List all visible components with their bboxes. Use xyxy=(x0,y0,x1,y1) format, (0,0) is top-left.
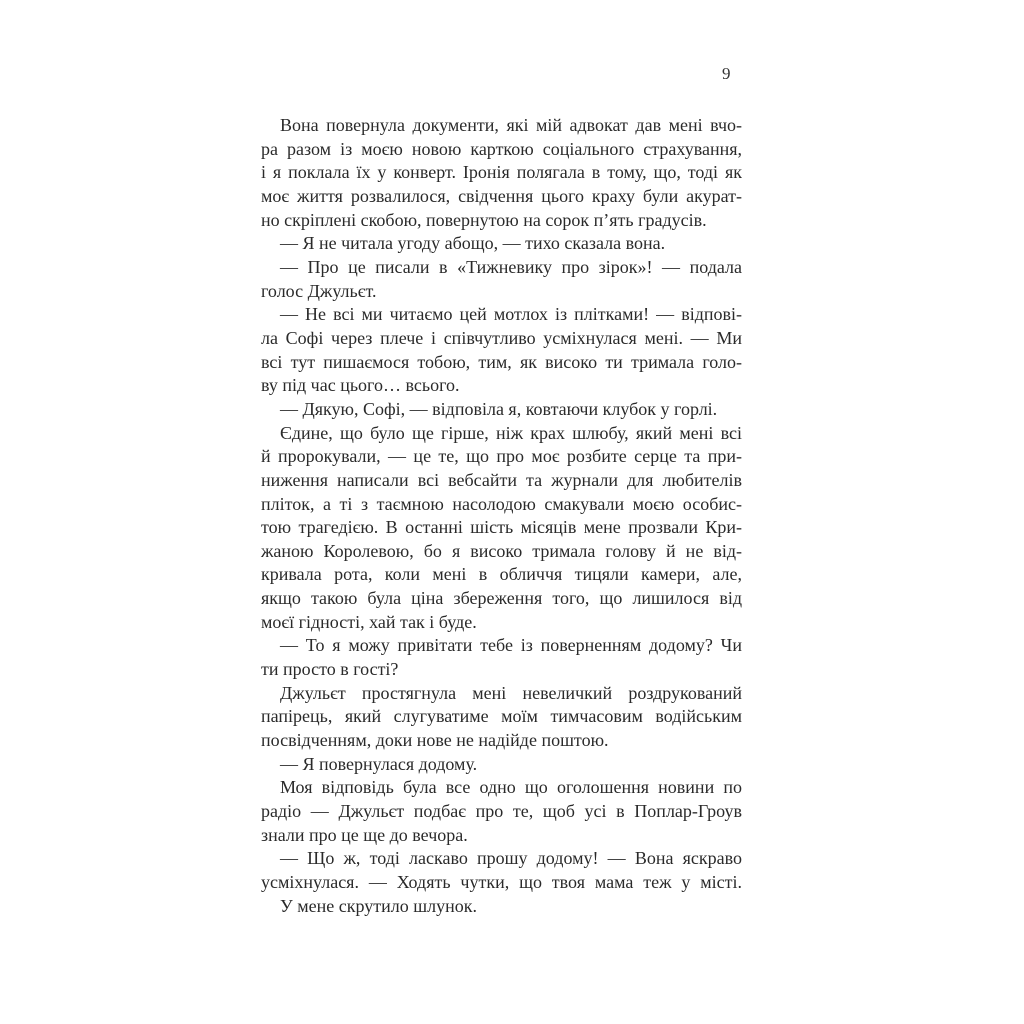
text-line: У мене скрутило шлунок. xyxy=(280,895,477,916)
text-line: знали про це ще до вечора. xyxy=(261,824,468,845)
text-line: моєї гідності, хай так і буде. xyxy=(261,611,477,632)
text-line: но скріплені скобою, повернутою на сорок п’ять градусів. xyxy=(261,209,707,230)
text-line: тою трагедією. В останні шість місяців мене прозвали Кри- xyxy=(261,517,742,538)
text-line: Єдине, що було ще гірше, ніж крах шлюбу, який мені всі xyxy=(280,422,742,443)
text-line: й пророкували, — це те, що про моє розбите серце та при- xyxy=(261,446,742,467)
text-line: ра разом із моєю новою карткою соціального страхування, xyxy=(261,138,742,159)
text-line: усміхнулася. — Ходять чутки, що твоя мама теж у місті. xyxy=(261,872,742,892)
text-line: ла Софі через плече і співчутливо усміхнулася мені. — Ми xyxy=(261,327,742,348)
text-line: жаною Королевою, бо я високо тримала голову й не від- xyxy=(261,540,742,561)
text-line: папірець, який слугуватиме моїм тимчасовим водійським xyxy=(261,706,742,727)
text-line: — Я не читала угоду абощо, — тихо сказала вона. xyxy=(280,233,666,254)
text-line: пліток, а ті з таємною насолодою смакували моєю особис- xyxy=(261,493,742,514)
text-line: Моя відповідь була все одно що оголошення новини по xyxy=(280,777,742,798)
text-line: ниження написали всі вебсайти та журнали для любителів xyxy=(261,469,742,490)
text-line: — Не всі ми читаємо цей мотлох із плітками! — відпові- xyxy=(280,304,742,325)
text-line: ву під час цього… всього. xyxy=(261,375,460,396)
text-line: — Дякую, Софі, — відповіла я, ковтаючи клубок у горлі. xyxy=(280,398,718,419)
text-line: посвідченням, доки нове не надійде поштою. xyxy=(261,730,609,751)
text-line: радіо — Джульєт подбає про те, щоб усі в Поплар-Гроув xyxy=(261,801,742,822)
text-line: моє життя розвалилося, свідчення цього краху були акурат- xyxy=(261,185,742,206)
text-line: ти просто в гості? xyxy=(261,659,399,680)
text-line: і я поклала їх у конверт. Іронія полягала в тому, що, тоді як xyxy=(261,162,742,183)
text-line: кривала рота, коли мені в обличчя тицяли камери, але, xyxy=(261,564,742,585)
page-number: 9 xyxy=(722,64,731,83)
text-line: — Я повернулася додому. xyxy=(280,753,478,774)
body-text xyxy=(261,114,742,918)
text-line: — То я можу привітати тебе із поверненням додому? Чи xyxy=(280,635,742,656)
text-line: голос Джульєт. xyxy=(261,280,377,301)
text-line: якщо такою була ціна збереження того, що лишилося від xyxy=(261,588,742,609)
text-line: Вона повернула документи, які мій адвокат дав мені вчо- xyxy=(280,115,742,135)
text-line: всі тут пишаємося тобою, тим, як високо ти тримала голо- xyxy=(261,351,742,372)
text-line: — Про це писали в «Тижневику про зірок»! — подала xyxy=(280,256,742,277)
text-line: Джульєт простягнула мені невеличкий роздрукований xyxy=(280,682,742,703)
text-line: — Що ж, тоді ласкаво прошу додому! — Вона яскраво xyxy=(280,848,742,869)
